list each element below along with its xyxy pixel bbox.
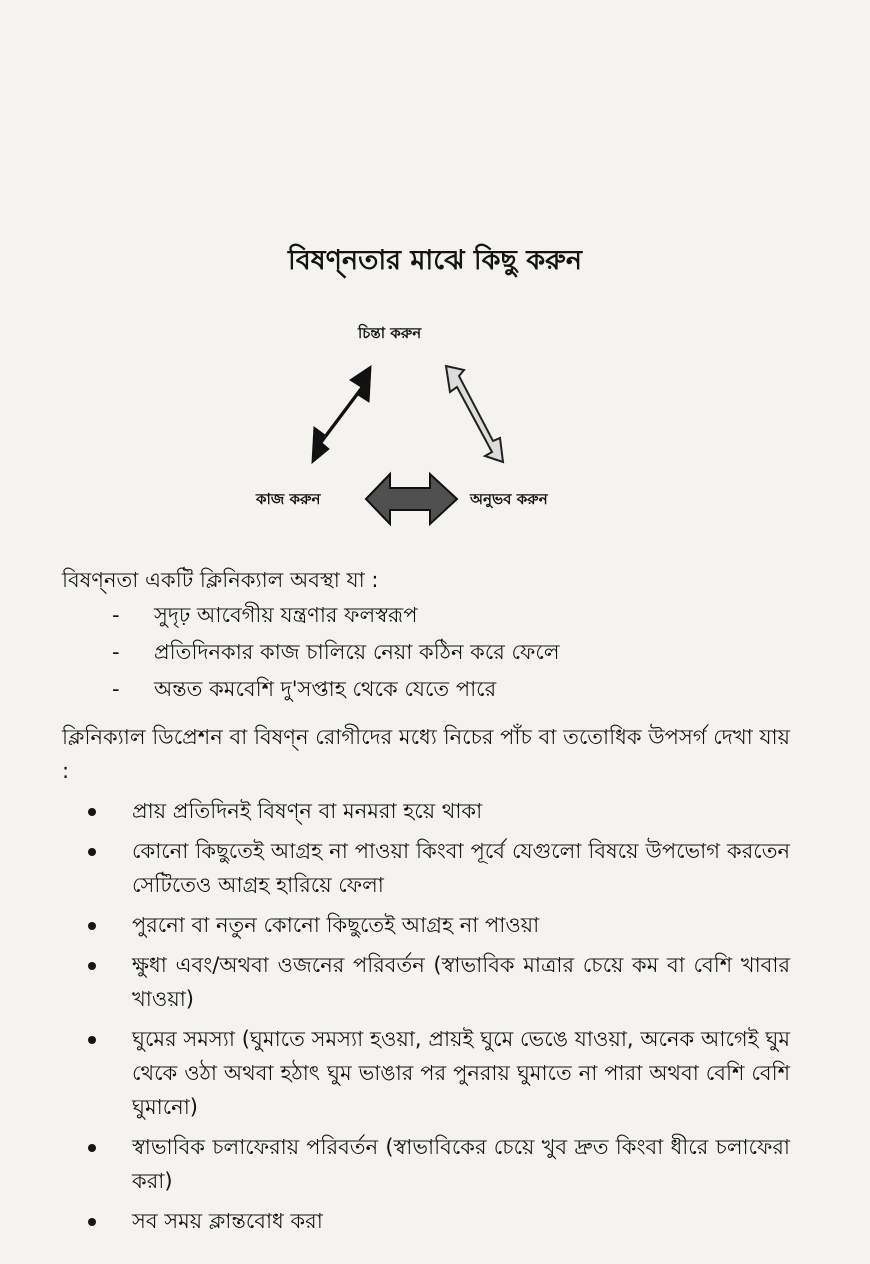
bullet-icon: [88, 848, 96, 856]
think-feel-arrow: [446, 366, 503, 462]
dash-marker: -: [112, 603, 120, 627]
dash-item-text: প্রতিদিনকার কাজ চালিয়ে নেয়া কঠিন করে ফেলে: [154, 640, 560, 664]
list-item-text: প্রায় প্রতিদিনই বিষণ্ন বা মনমরা হয়ে থাকা: [132, 799, 483, 823]
think-label: চিন্তা করুন: [358, 324, 422, 342]
bullet-icon: [88, 808, 96, 816]
list-item-text: ক্ষুধা এবং/অথবা ওজনের পরিবর্তন (স্বাভাবিক মাত্রার চেয়ে কম বা বেশি খাবার খাওয়া): [132, 953, 790, 1011]
dash-item-text: অন্তত কমবেশি দু'সপ্তাহ থেকে যেতে পারে: [154, 677, 497, 701]
list-item: [88, 834, 790, 902]
bullet-icon: [88, 1218, 96, 1226]
bullet-icon: [88, 1144, 96, 1152]
list-item: [88, 1130, 790, 1198]
bullet-icon: [88, 922, 96, 930]
symptoms-intro: ক্লিনিক্যাল ডিপ্রেশন বা বিষণ্ন রোগীদের মধ্যে নিচের পাঁচ বা ততোধিক উপসর্গ দেখা যায় :: [62, 725, 790, 783]
list-item: [88, 1204, 790, 1238]
list-item-text: ঘুমের সমস্যা (ঘুমাতে সমস্যা হওয়া, প্রায়ই ঘুমে ভেঙে যাওয়া, অনেক আগেই ঘুম থেকে ওঠা অথবা হঠাৎ ঘুম ভাঙার পর পুনরায় ঘুমাতে না পারা অথবা বেশি বেশি ঘুমানো): [132, 1027, 790, 1119]
symptom-list: [88, 794, 790, 1244]
page-title: বিষণ্নতার মাঝে কিছু করুন: [287, 245, 583, 276]
dash-marker: -: [112, 640, 120, 664]
act-feel-arrow: [366, 474, 457, 524]
definition-intro: বিষণ্নতা একটি ক্লিনিক্যাল অবস্থা যা :: [62, 568, 379, 592]
dash-marker: -: [112, 677, 120, 701]
list-item-text: সব সময় ক্লান্তবোধ করা: [132, 1209, 323, 1233]
list-item: [88, 794, 790, 828]
list-item: [88, 1022, 790, 1124]
list-item-text: পুরনো বা নতুন কোনো কিছুতেই আগ্রহ না পাওয়া: [132, 913, 540, 937]
list-item-text: কোনো কিছুতেই আগ্রহ না পাওয়া কিংবা পূর্বে যেগুলো বিষয়ে উপভোগ করতেন সেটিতেও আগ্রহ হারিয়ে ফেলা: [132, 839, 790, 897]
list-item: [88, 908, 790, 942]
think-act-arrow: [312, 366, 371, 463]
list-item: [88, 948, 790, 1016]
dash-item-text: সুদৃঢ় আবেগীয় যন্ত্রণার ফলস্বরূপ: [154, 603, 418, 627]
bullet-icon: [88, 962, 96, 970]
bullet-icon: [88, 1036, 96, 1044]
act-label: কাজ করুন: [256, 490, 321, 508]
list-item-text: স্বাভাবিক চলাফেরায় পরিবর্তন (স্বাভাবিকের চেয়ে খুব দ্রুত কিংবা ধীরে চলাফেরা করা): [132, 1135, 790, 1193]
feel-label: অনুভব করুন: [470, 490, 548, 508]
